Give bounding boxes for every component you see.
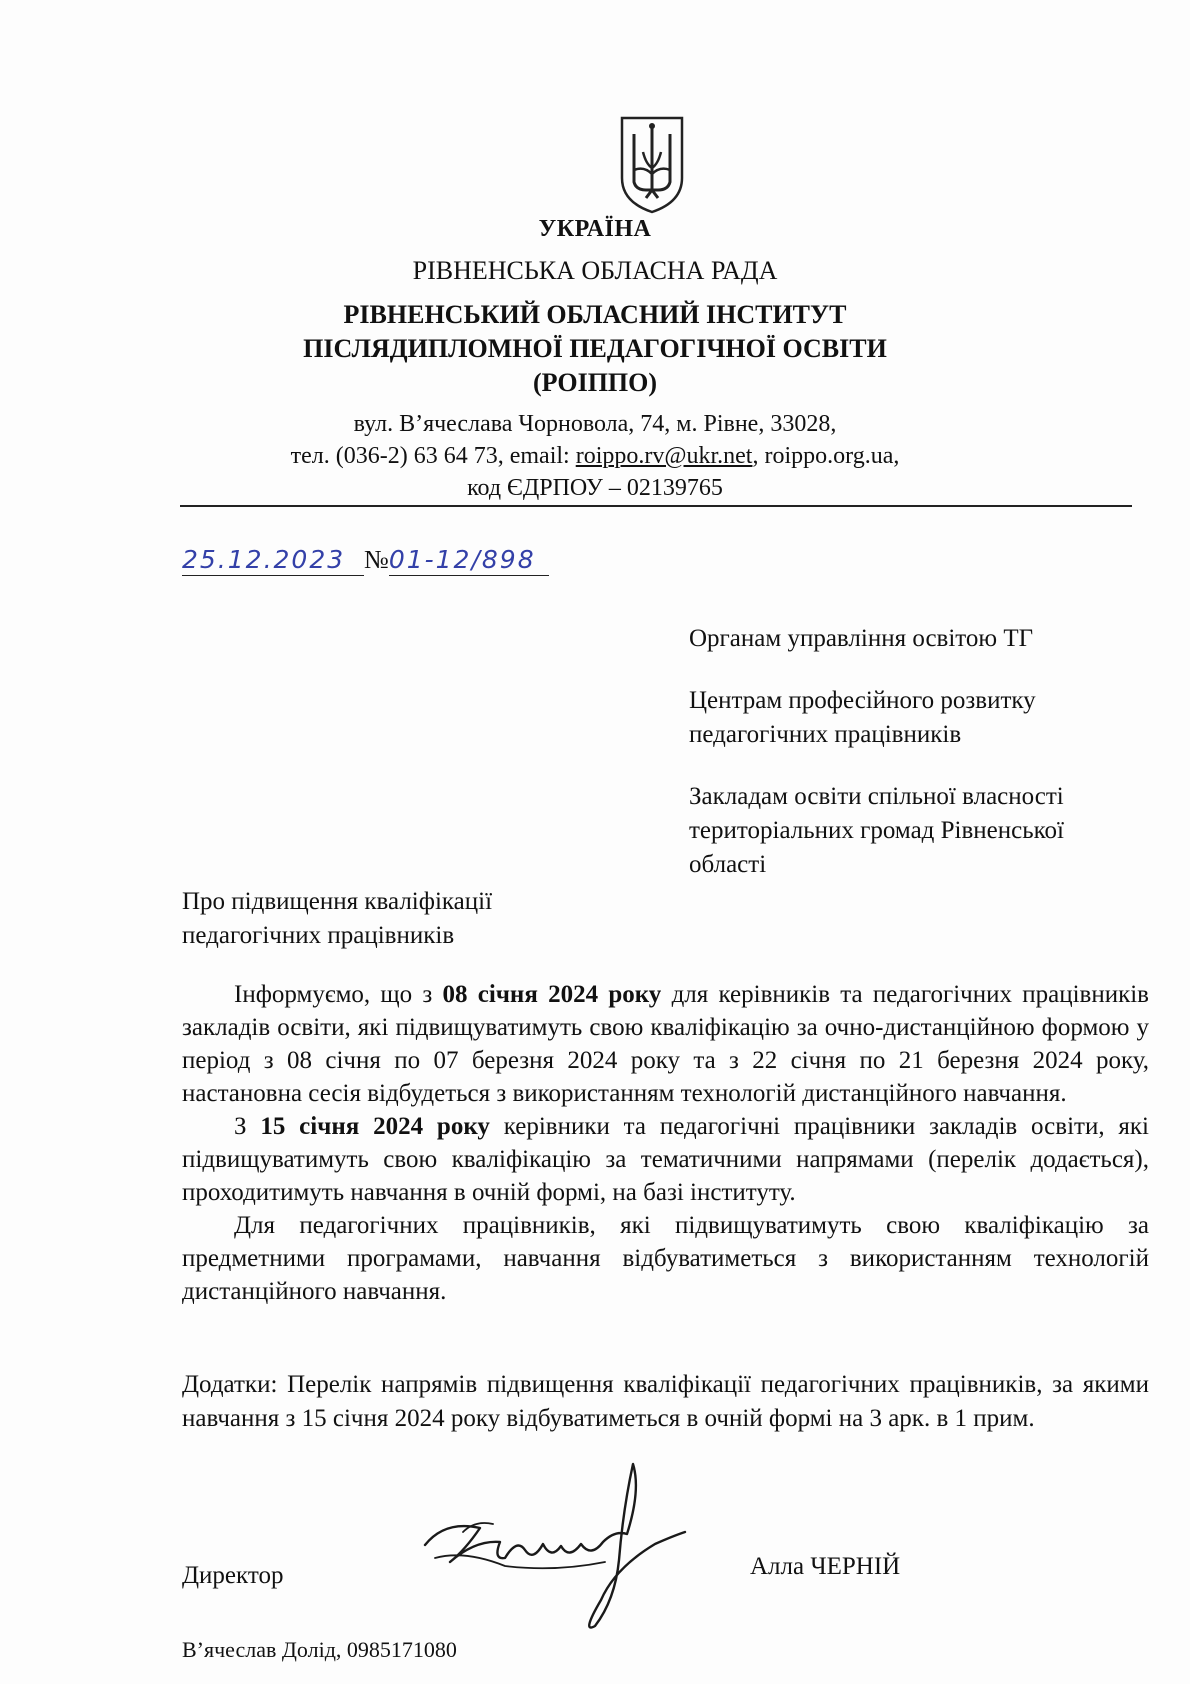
institute-line-1: РІВНЕНСЬКИЙ ОБЛАСНИЙ ІНСТИТУТ bbox=[343, 300, 847, 329]
body-date-bold: 08 січня 2024 року bbox=[442, 981, 662, 1008]
body-text: для керівників та педагогічних працівників закладів освіти, які підвищуватимуть свою кваліфікацію за очно-дистанційною формою у період з 08 січня по 07 березня 2024 року та з 22 січня по 21 березня 2024 року, настановна сесія відбудеться з використанням технологій дистанційного навчання. bbox=[182, 981, 1149, 1107]
email-link[interactable]: roippo.rv@ukr.net bbox=[575, 443, 753, 469]
body-text: керівники та педагогічні працівники закладів освіти, які підвищуватимуть свою кваліфікацію за тематичними напрямами (перелік додається), проходитимуть навчання в очній формі, на базі інституту. bbox=[182, 1113, 1149, 1206]
signatory-position: Директор bbox=[182, 1562, 284, 1589]
registration-number: 01-12/898 bbox=[389, 545, 549, 576]
body-paragraph-1 bbox=[182, 978, 1149, 1110]
subject-line-1: Про підвищення кваліфікації bbox=[182, 888, 493, 915]
addressee: Центрам професійного розвитку педагогічних працівників bbox=[689, 687, 1036, 748]
registration-line bbox=[182, 545, 549, 576]
attachment-note: Додатки: Перелік напрямів підвищення кваліфікації педагогічних працівників, за якими навчання з 15 січня 2024 року відбуватиметься в очній формі на 3 арк. в 1 прим. bbox=[182, 1371, 1149, 1432]
addressees-block bbox=[689, 622, 1129, 910]
council-name: РІВНЕНСЬКА ОБЛАСНА РАДА bbox=[412, 256, 778, 285]
phone-text: тел. (036-2) 63 64 73, email: bbox=[290, 443, 576, 469]
registration-date: 25.12.2023 bbox=[182, 545, 364, 576]
contacts-line bbox=[0, 440, 1190, 472]
edrpou-code: код ЄДРПОУ – 02139765 bbox=[467, 475, 723, 501]
institute-name bbox=[0, 298, 1190, 400]
subject-line-2: педагогічних працівників bbox=[182, 922, 455, 949]
letter-body bbox=[182, 978, 1149, 1308]
institute-line-2: ПІСЛЯДИПЛОМНОЇ ПЕДАГОГІЧНОЇ ОСВІТИ bbox=[303, 334, 887, 363]
body-text: З bbox=[234, 1113, 261, 1140]
letter-subject bbox=[182, 885, 582, 953]
body-paragraph-2 bbox=[182, 1110, 1149, 1209]
institute-abbr: (РОІППО) bbox=[532, 368, 658, 397]
country-name: УКРАЇНА bbox=[538, 216, 652, 242]
handwritten-signature bbox=[405, 1450, 695, 1640]
header-divider bbox=[180, 505, 1132, 507]
body-date-bold: 15 січня 2024 року bbox=[260, 1113, 490, 1140]
number-sign: № bbox=[364, 545, 389, 574]
body-paragraph-3: Для педагогічних працівників, які підвищуватимуть свою кваліфікацію за предметними програмами, навчання відбуватиметься з використанням технологій дистанційного навчання. bbox=[182, 1212, 1149, 1305]
addressee: Закладам освіти спільної власності територіальних громад Рівненської області bbox=[689, 783, 1064, 878]
institute-address bbox=[0, 408, 1190, 504]
signatory-name: Алла ЧЕРНІЙ bbox=[750, 1553, 901, 1580]
addressee: Органам управління освітою ТГ bbox=[689, 625, 1034, 652]
coat-of-arms-icon bbox=[616, 112, 688, 216]
body-text: Інформуємо, що з bbox=[234, 981, 443, 1008]
website-text: , roippo.org.ua, bbox=[752, 443, 900, 469]
executor-contact: В’ячеслав Долід, 0985171080 bbox=[182, 1637, 457, 1662]
street-address: вул. В’ячеслава Чорновола, 74, м. Рівне, 33028, bbox=[353, 411, 837, 437]
